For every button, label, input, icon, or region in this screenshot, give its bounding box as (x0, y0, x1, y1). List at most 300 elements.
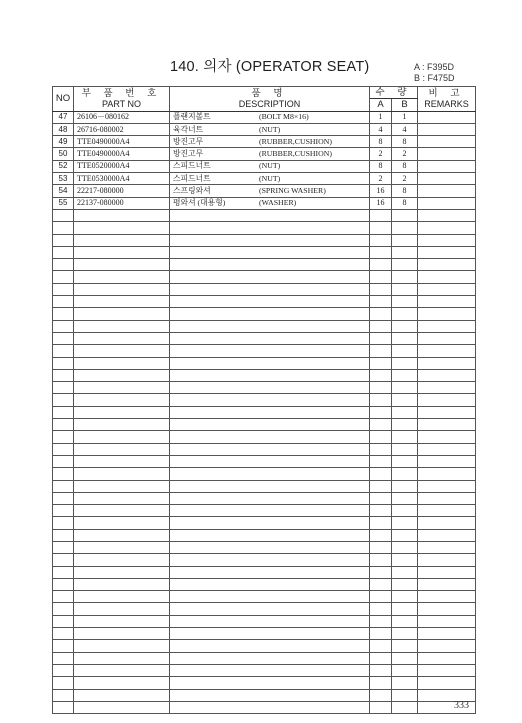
empty-table-row (53, 492, 476, 504)
empty-table-row (53, 689, 476, 701)
empty-cell (170, 406, 370, 418)
qty-b: 1 (392, 111, 418, 123)
empty-cell (74, 468, 170, 480)
remarks (418, 160, 476, 172)
model-a-label: A : F395D (414, 62, 455, 72)
empty-table-row (53, 578, 476, 590)
empty-cell (392, 615, 418, 627)
table-row (53, 111, 476, 123)
empty-cell (53, 505, 74, 517)
empty-cell (418, 345, 476, 357)
empty-cell (392, 554, 418, 566)
empty-cell (370, 480, 392, 492)
qty-b: 2 (392, 173, 418, 185)
empty-table-row (53, 554, 476, 566)
empty-cell (392, 566, 418, 578)
empty-cell (170, 357, 370, 369)
empty-cell (170, 209, 370, 221)
empty-cell (392, 332, 418, 344)
empty-cell (418, 455, 476, 467)
empty-cell (418, 529, 476, 541)
qty-a: 2 (370, 148, 392, 160)
description-ko: 스피드너트 (173, 161, 211, 171)
empty-table-row (53, 234, 476, 246)
empty-table-row (53, 345, 476, 357)
empty-cell (370, 664, 392, 676)
empty-cell (170, 222, 370, 234)
col-header-remarks-ko: 비 고 (428, 87, 465, 99)
empty-cell (170, 394, 370, 406)
empty-cell (418, 505, 476, 517)
empty-cell (53, 357, 74, 369)
col-header-description-ko: 품 명 (251, 87, 288, 99)
empty-cell (370, 554, 392, 566)
empty-table-row (53, 443, 476, 455)
empty-cell (392, 369, 418, 381)
empty-table-row (53, 505, 476, 517)
empty-cell (370, 689, 392, 701)
empty-table-row (53, 591, 476, 603)
description-en: (NUT) (259, 124, 281, 134)
empty-cell (74, 234, 170, 246)
empty-cell (370, 406, 392, 418)
empty-cell (74, 382, 170, 394)
empty-cell (370, 628, 392, 640)
description-ko: 육각너트 (173, 124, 204, 134)
empty-cell (74, 369, 170, 381)
empty-cell (370, 394, 392, 406)
description (170, 148, 370, 160)
empty-cell (370, 578, 392, 590)
part-number: TTE0490000A4 (74, 136, 170, 148)
empty-table-row (53, 259, 476, 271)
empty-cell (74, 296, 170, 308)
description-ko: 평와셔 (대용형) (173, 198, 226, 208)
model-b-label: B : F475D (414, 73, 455, 83)
empty-cell (370, 320, 392, 332)
empty-cell (418, 578, 476, 590)
empty-table-row (53, 603, 476, 615)
remarks (418, 148, 476, 160)
empty-cell (418, 406, 476, 418)
empty-table-row (53, 468, 476, 480)
empty-cell (170, 234, 370, 246)
empty-cell (170, 443, 370, 455)
empty-cell (53, 701, 74, 713)
description-ko: 플랜지볼트 (173, 112, 211, 122)
empty-cell (74, 541, 170, 553)
empty-cell (170, 677, 370, 689)
empty-cell (74, 628, 170, 640)
empty-cell (74, 689, 170, 701)
qty-a: 4 (370, 123, 392, 135)
empty-cell (370, 492, 392, 504)
empty-cell (418, 492, 476, 504)
empty-cell (53, 320, 74, 332)
table-row (53, 173, 476, 185)
page-number: 333 (454, 700, 469, 711)
empty-cell (170, 468, 370, 480)
empty-cell (74, 603, 170, 615)
empty-table-row (53, 640, 476, 652)
empty-cell (418, 209, 476, 221)
empty-table-row (53, 296, 476, 308)
empty-cell (53, 529, 74, 541)
empty-cell (74, 455, 170, 467)
empty-cell (53, 455, 74, 467)
empty-cell (370, 541, 392, 553)
empty-cell (392, 603, 418, 615)
qty-a: 8 (370, 136, 392, 148)
empty-cell (170, 320, 370, 332)
empty-cell (74, 320, 170, 332)
empty-table-row (53, 664, 476, 676)
empty-cell (53, 283, 74, 295)
empty-cell (392, 443, 418, 455)
empty-cell (418, 468, 476, 480)
empty-cell (370, 308, 392, 320)
empty-cell (418, 369, 476, 381)
empty-cell (370, 615, 392, 627)
table-row (53, 136, 476, 148)
empty-cell (74, 578, 170, 590)
empty-cell (370, 468, 392, 480)
empty-cell (74, 480, 170, 492)
empty-cell (392, 357, 418, 369)
empty-cell (53, 308, 74, 320)
description-en: (NUT) (259, 161, 281, 171)
empty-cell (392, 259, 418, 271)
description (170, 160, 370, 172)
empty-cell (370, 332, 392, 344)
remarks (418, 185, 476, 197)
empty-cell (74, 259, 170, 271)
empty-cell (370, 357, 392, 369)
empty-cell (74, 529, 170, 541)
remarks (418, 136, 476, 148)
col-header-quantity (370, 87, 418, 99)
table-row (53, 197, 476, 209)
col-header-description-en: DESCRIPTION (238, 98, 301, 109)
empty-cell (418, 271, 476, 283)
empty-table-row (53, 283, 476, 295)
empty-cell (418, 259, 476, 271)
empty-cell (53, 677, 74, 689)
empty-table-row (53, 406, 476, 418)
description-ko: 방진고무 (173, 149, 204, 159)
table-header (53, 87, 476, 112)
empty-cell (53, 689, 74, 701)
empty-cell (418, 222, 476, 234)
row-no: 50 (53, 148, 74, 160)
empty-cell (74, 357, 170, 369)
table-row (53, 160, 476, 172)
empty-table-row (53, 517, 476, 529)
description-en: (RUBBER,CUSHION) (259, 136, 332, 146)
empty-table-row (53, 419, 476, 431)
empty-cell (370, 517, 392, 529)
row-no: 55 (53, 197, 74, 209)
empty-cell (170, 431, 370, 443)
empty-cell (392, 480, 418, 492)
empty-cell (392, 209, 418, 221)
empty-cell (392, 296, 418, 308)
remarks (418, 173, 476, 185)
empty-cell (170, 701, 370, 713)
empty-cell (170, 283, 370, 295)
empty-cell (418, 566, 476, 578)
empty-table-row (53, 369, 476, 381)
empty-table-row (53, 320, 476, 332)
empty-cell (53, 222, 74, 234)
empty-cell (418, 234, 476, 246)
page-title: 140. 의자 (OPERATOR SEAT) (170, 59, 370, 75)
empty-cell (74, 664, 170, 676)
empty-cell (418, 443, 476, 455)
empty-cell (74, 406, 170, 418)
empty-table-row (53, 382, 476, 394)
empty-cell (392, 394, 418, 406)
empty-cell (74, 246, 170, 258)
remarks (418, 123, 476, 135)
empty-cell (74, 209, 170, 221)
empty-cell (418, 615, 476, 627)
empty-table-row (53, 246, 476, 258)
qty-a: 16 (370, 185, 392, 197)
part-number: TTE0520000A4 (74, 160, 170, 172)
empty-cell (370, 246, 392, 258)
empty-cell (53, 578, 74, 590)
empty-table-row (53, 677, 476, 689)
empty-cell (74, 701, 170, 713)
empty-cell (53, 480, 74, 492)
empty-cell (392, 591, 418, 603)
empty-cell (53, 541, 74, 553)
empty-cell (74, 677, 170, 689)
empty-cell (418, 628, 476, 640)
part-number: TTE0490000A4 (74, 148, 170, 160)
empty-cell (370, 443, 392, 455)
empty-cell (53, 640, 74, 652)
empty-cell (370, 701, 392, 713)
empty-cell (392, 419, 418, 431)
empty-cell (418, 382, 476, 394)
model-legend (414, 62, 455, 84)
empty-cell (53, 554, 74, 566)
empty-table-row (53, 480, 476, 492)
empty-cell (170, 296, 370, 308)
description-ko: 스피드너트 (173, 173, 211, 183)
empty-cell (53, 468, 74, 480)
empty-cell (370, 455, 392, 467)
col-header-no: NO (53, 87, 74, 112)
col-header-part-no (74, 87, 170, 112)
empty-cell (53, 382, 74, 394)
empty-table-row (53, 566, 476, 578)
empty-cell (170, 271, 370, 283)
empty-cell (74, 517, 170, 529)
empty-cell (53, 271, 74, 283)
empty-cell (170, 554, 370, 566)
empty-cell (74, 271, 170, 283)
empty-table-row (53, 455, 476, 467)
empty-cell (170, 603, 370, 615)
empty-cell (392, 283, 418, 295)
empty-table-row (53, 209, 476, 221)
empty-cell (170, 517, 370, 529)
empty-cell (170, 566, 370, 578)
description (170, 111, 370, 123)
empty-table-row (53, 431, 476, 443)
empty-cell (370, 652, 392, 664)
empty-cell (74, 419, 170, 431)
empty-cell (170, 689, 370, 701)
empty-cell (418, 246, 476, 258)
empty-cell (74, 443, 170, 455)
empty-cell (74, 505, 170, 517)
empty-cell (53, 394, 74, 406)
empty-cell (370, 566, 392, 578)
empty-cell (170, 492, 370, 504)
empty-cell (170, 246, 370, 258)
empty-cell (392, 689, 418, 701)
empty-cell (392, 677, 418, 689)
empty-cell (418, 640, 476, 652)
empty-cell (392, 652, 418, 664)
empty-cell (370, 283, 392, 295)
empty-cell (53, 517, 74, 529)
empty-cell (392, 234, 418, 246)
empty-cell (170, 652, 370, 664)
row-no: 47 (53, 111, 74, 123)
empty-table-row (53, 271, 476, 283)
empty-cell (170, 628, 370, 640)
description (170, 173, 370, 185)
empty-cell (53, 406, 74, 418)
empty-cell (53, 628, 74, 640)
empty-cell (53, 259, 74, 271)
empty-cell (74, 283, 170, 295)
empty-cell (370, 259, 392, 271)
empty-cell (418, 357, 476, 369)
part-number: 22137-080000 (74, 197, 170, 209)
empty-cell (74, 492, 170, 504)
qty-b: 8 (392, 160, 418, 172)
remarks (418, 197, 476, 209)
empty-cell (392, 320, 418, 332)
col-header-part-no-en: PART NO (101, 98, 141, 109)
empty-table-row (53, 615, 476, 627)
empty-cell (53, 443, 74, 455)
part-number: 26716-080002 (74, 123, 170, 135)
description-ko: 스프링와셔 (173, 186, 211, 196)
empty-cell (418, 541, 476, 553)
empty-cell (418, 517, 476, 529)
row-no: 52 (53, 160, 74, 172)
empty-cell (370, 419, 392, 431)
empty-cell (370, 677, 392, 689)
empty-table-row (53, 394, 476, 406)
qty-a: 16 (370, 197, 392, 209)
empty-cell (53, 209, 74, 221)
empty-cell (170, 664, 370, 676)
empty-cell (418, 677, 476, 689)
qty-b: 8 (392, 136, 418, 148)
empty-cell (418, 308, 476, 320)
part-number: 26106－080162 (74, 111, 170, 123)
empty-cell (392, 431, 418, 443)
empty-cell (170, 640, 370, 652)
empty-cell (392, 517, 418, 529)
empty-table-row (53, 332, 476, 344)
empty-cell (392, 382, 418, 394)
empty-cell (170, 455, 370, 467)
empty-cell (53, 234, 74, 246)
col-header-remarks (418, 87, 476, 112)
empty-cell (418, 591, 476, 603)
empty-table-row (53, 541, 476, 553)
empty-table-row (53, 701, 476, 713)
empty-cell (370, 369, 392, 381)
empty-cell (370, 640, 392, 652)
empty-table-row (53, 529, 476, 541)
empty-cell (370, 271, 392, 283)
qty-a: 1 (370, 111, 392, 123)
empty-cell (53, 603, 74, 615)
empty-cell (53, 296, 74, 308)
empty-cell (53, 591, 74, 603)
empty-cell (170, 529, 370, 541)
description (170, 185, 370, 197)
empty-cell (170, 259, 370, 271)
part-number: TTE0530000A4 (74, 173, 170, 185)
remarks (418, 111, 476, 123)
table-body (53, 111, 476, 714)
empty-cell (170, 615, 370, 627)
empty-cell (170, 419, 370, 431)
empty-cell (418, 431, 476, 443)
empty-cell (392, 492, 418, 504)
empty-cell (170, 345, 370, 357)
empty-cell (74, 332, 170, 344)
empty-cell (53, 664, 74, 676)
empty-cell (392, 468, 418, 480)
empty-cell (53, 431, 74, 443)
empty-cell (418, 480, 476, 492)
col-header-qty-a: A (370, 99, 392, 111)
empty-cell (418, 603, 476, 615)
empty-cell (74, 345, 170, 357)
empty-cell (392, 345, 418, 357)
description-en: (WASHER) (259, 198, 297, 208)
empty-cell (74, 308, 170, 320)
empty-cell (170, 591, 370, 603)
empty-cell (370, 505, 392, 517)
empty-cell (418, 664, 476, 676)
empty-cell (170, 308, 370, 320)
empty-table-row (53, 628, 476, 640)
empty-cell (53, 615, 74, 627)
empty-cell (370, 431, 392, 443)
empty-cell (170, 382, 370, 394)
empty-cell (53, 246, 74, 258)
empty-cell (370, 382, 392, 394)
empty-cell (392, 246, 418, 258)
empty-cell (418, 394, 476, 406)
empty-cell (53, 492, 74, 504)
empty-cell (370, 345, 392, 357)
description-en: (RUBBER,CUSHION) (259, 149, 332, 159)
